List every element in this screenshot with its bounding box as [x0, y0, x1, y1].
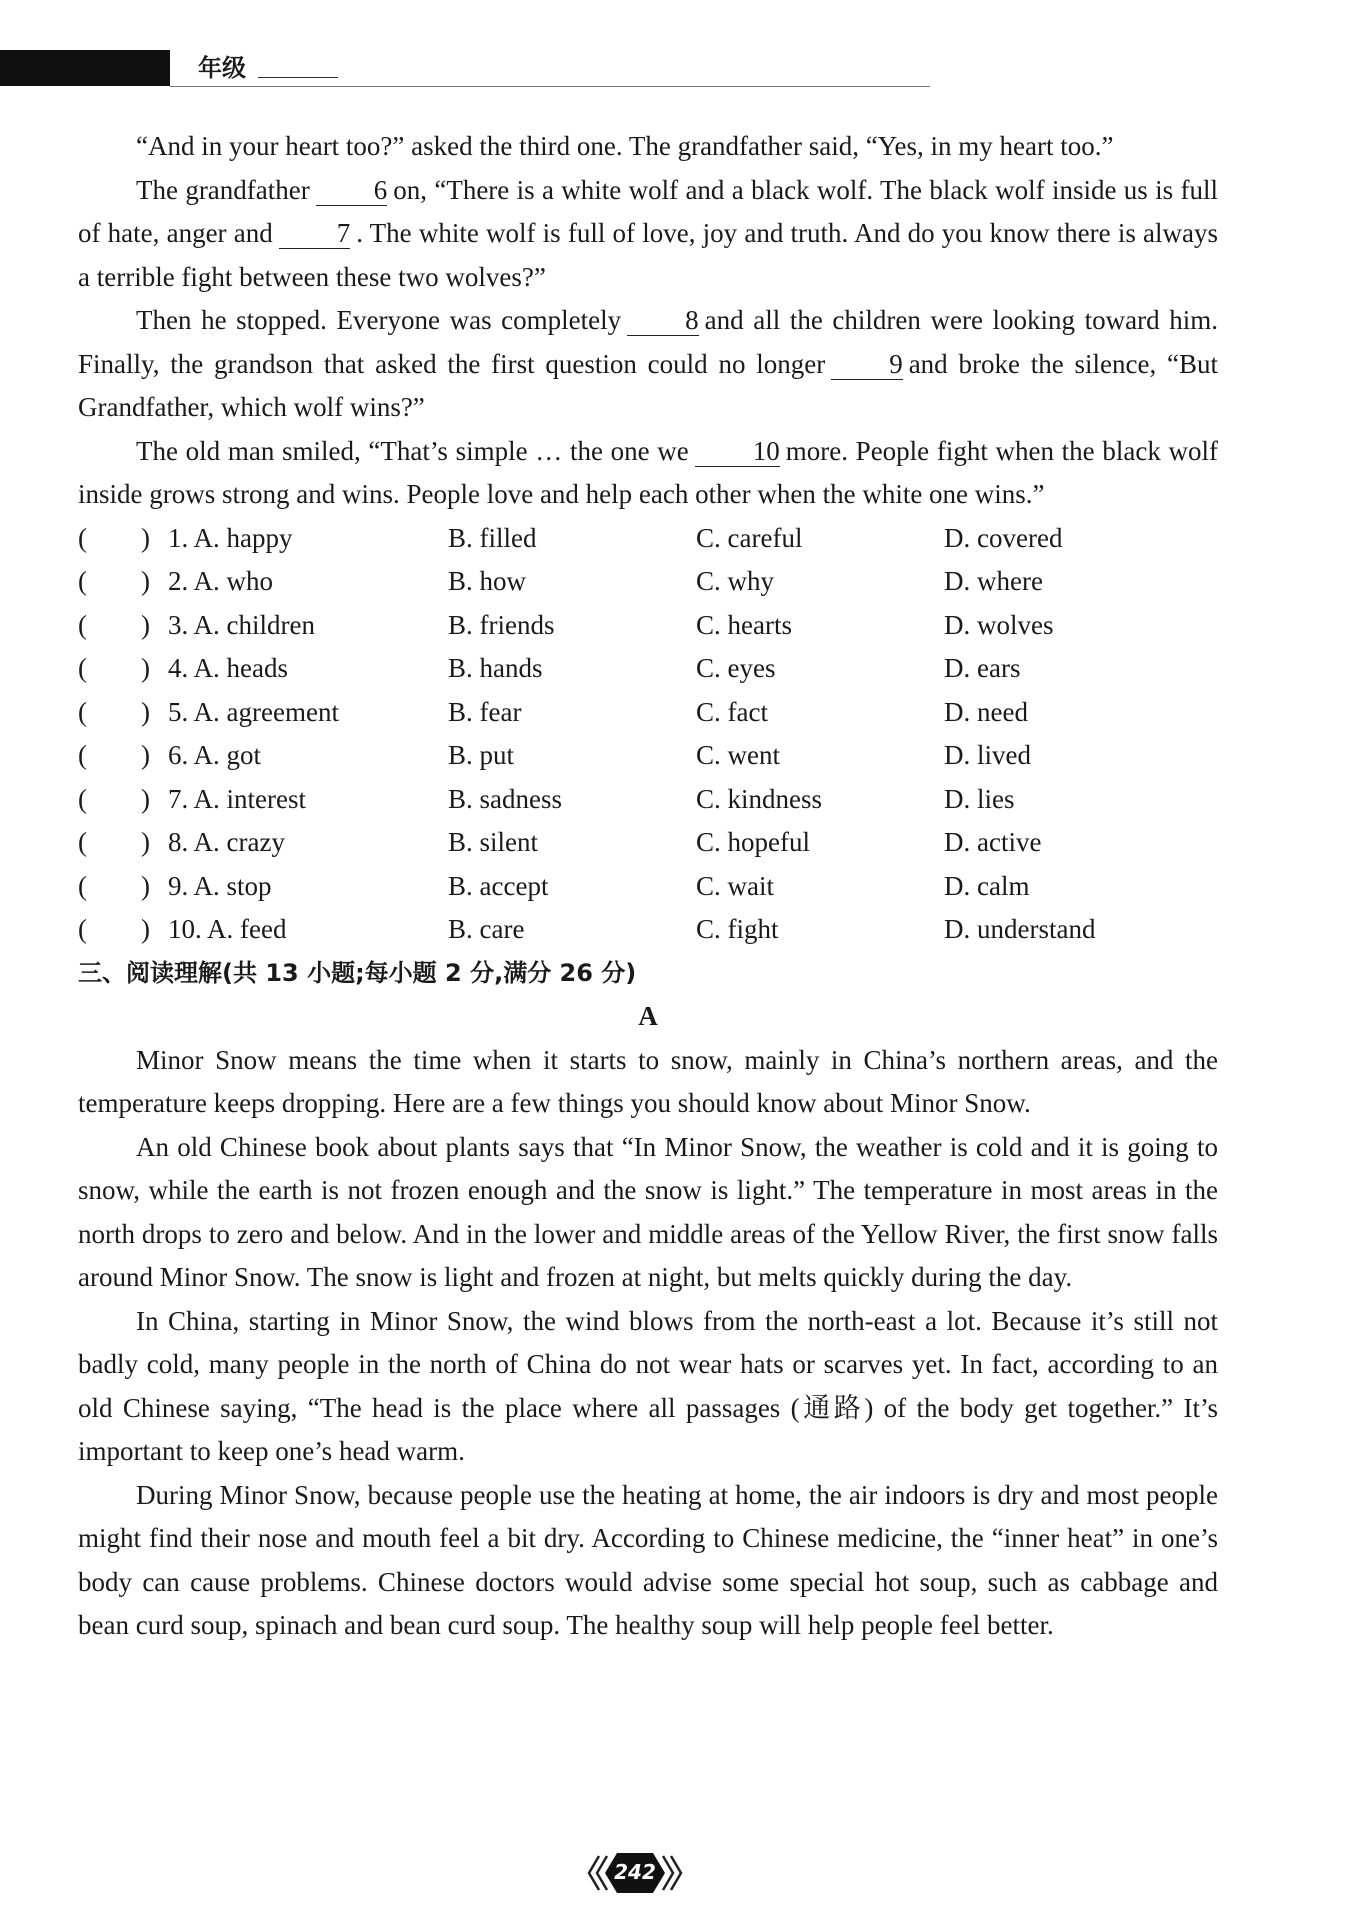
- question-row: ( ) 9. A. stop B. accept C. wait D. calm: [78, 865, 1218, 909]
- cloze-paragraph-4: The old man smiled, “That’s simple … the one we 10 more. People fight when the black wolf inside grows strong and wins. People love and help each other when the white one wins.”: [78, 435, 1218, 509]
- reading-paragraph-3: In China, starting in Minor Snow, the wind blows from the north-east a lot. Because it’s still not badly cold, many people in the north of China do not wear hats or scarves yet. In fact, according to an old Chinese saying, “The head is the place where all passages (通路) of the body get together.” It’s important to keep one’s head warm.: [78, 1305, 1218, 1466]
- reading-paragraph-4: During Minor Snow, because people use the heating at home, the air indoors is dry and most people might find their nose and mouth feel a bit dry. According to Chinese medicine, the “inner heat” in one’s body can cause problems. Chinese doctors would advise some special hot soup, such as cabbage and bean curd soup, spinach and bean curd soup. The healthy soup will help people feel better.: [78, 1479, 1218, 1640]
- grade-label: 年级: [198, 54, 246, 82]
- answer-paren[interactable]: ( ): [78, 696, 150, 727]
- answer-paren[interactable]: ( ): [78, 783, 150, 814]
- answer-paren[interactable]: ( ): [78, 522, 150, 553]
- question-row: ( ) 8. A. crazy B. silent C. hopeful D. active: [78, 821, 1218, 865]
- question-row: ( ) 3. A. children B. friends C. hearts D. wolves: [78, 604, 1218, 648]
- options-list: [78, 517, 1218, 952]
- question-row: ( ) 1. A. happy B. filled C. careful D. covered: [78, 517, 1218, 561]
- cloze-paragraph-1: “And in your heart too?” asked the third one. The grandfather said, “Yes, in my heart too.”: [136, 131, 1114, 161]
- blank-9: 9: [831, 349, 903, 380]
- answer-paren[interactable]: ( ): [78, 827, 150, 857]
- reading-paragraph-2: An old Chinese book about plants says that “In Minor Snow, the weather is cold and it is going to snow, while the earth is not frozen enough and the snow is light.” The temperature in most areas in the north drops to zero and below. And in the lower and middle areas of the Yellow River, the first snow falls around Minor Snow. The snow is light and frozen at night, but melts quickly during the day.: [78, 1131, 1218, 1292]
- header-black-bar: [0, 50, 170, 86]
- question-row: ( ) 10. A. feed B. care C. fight D. understand: [78, 908, 1218, 952]
- header-rule: [170, 86, 930, 87]
- cloze-paragraph-3: Then he stopped. Everyone was completely 8 and all the children were looking toward him. Finally, the grandson that asked the first question could no longer 9 and broke the silence, “But Grandfather, which wolf wins?”: [78, 305, 1218, 422]
- question-row: ( ) 4. A. heads B. hands C. eyes D. ears: [78, 647, 1218, 691]
- question-row: ( ) 5. A. agreement B. fear C. fact D. need: [78, 691, 1218, 735]
- page-content: [78, 125, 1218, 1648]
- section-title: 三、阅读理解(共 13 小题;每小题 2 分,满分 26 分): [78, 958, 637, 987]
- answer-paren[interactable]: ( ): [78, 914, 150, 944]
- blank-10: 10: [695, 436, 780, 467]
- blank-8: 8: [627, 305, 699, 336]
- cloze-paragraph-2: The grandfather 6 on, “There is a white wolf and a black wolf. The black wolf inside us is full of hate, anger and 7 . The white wolf is full of love, joy and truth. And do you know there is always a terrible fight between these two wolves?”: [78, 174, 1218, 292]
- question-row: ( ) 6. A. got B. put C. went D. lived: [78, 734, 1218, 778]
- page-header: [0, 0, 1350, 100]
- blank-6: 6: [316, 175, 388, 206]
- page-number-text: 242: [614, 1860, 656, 1884]
- blank-7: 7: [279, 218, 351, 249]
- answer-paren[interactable]: ( ): [78, 609, 150, 640]
- grade-blank-line: [258, 77, 338, 78]
- page-number: [585, 1848, 685, 1898]
- question-row: ( ) 2. A. who B. how C. why D. where: [78, 560, 1218, 604]
- reading-paragraph-1: Minor Snow means the time when it starts to snow, mainly in China’s northern areas, and the temperature keeps dropping. Here are a few things you should know about Minor Snow.: [78, 1044, 1218, 1118]
- answer-paren[interactable]: ( ): [78, 653, 150, 683]
- answer-paren[interactable]: ( ): [78, 870, 150, 901]
- question-row: ( ) 7. A. interest B. sadness C. kindness D. lies: [78, 778, 1218, 822]
- answer-paren[interactable]: ( ): [78, 740, 150, 770]
- passage-label: A: [638, 1001, 658, 1031]
- answer-paren[interactable]: ( ): [78, 566, 150, 596]
